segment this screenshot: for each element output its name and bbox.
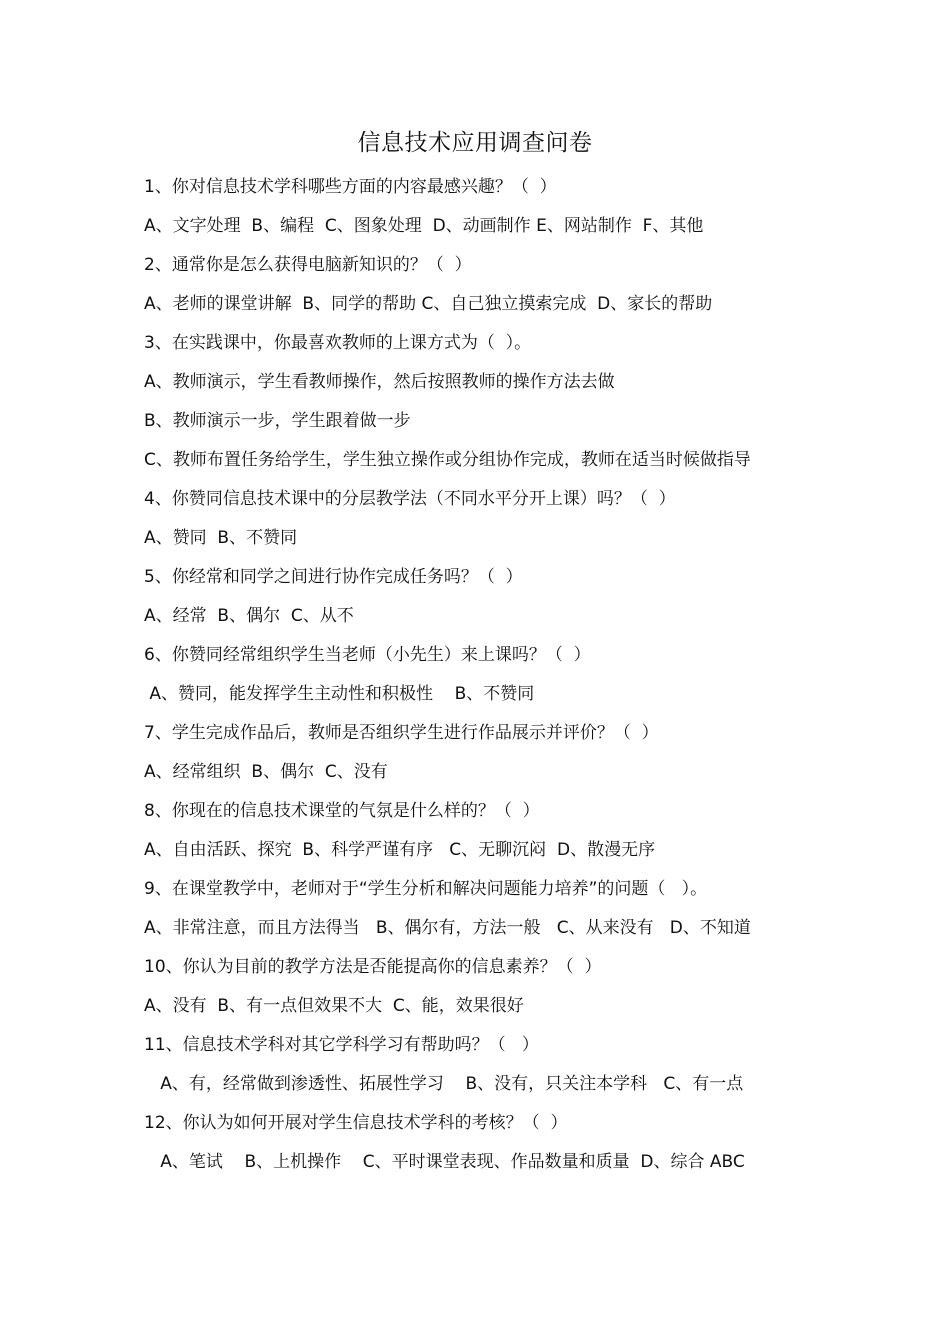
- question-6: 6、你赞同经常组织学生当老师（小先生）来上课吗？（ ）: [144, 645, 591, 665]
- question-5: 5、你经常和同学之间进行协作完成任务吗？（ ）: [144, 567, 523, 587]
- question-4-options: A、赞同 B、不赞同: [144, 528, 298, 548]
- question-11-options: A、有，经常做到渗透性、拓展性学习 B、没有，只关注本学科 C、有一点: [144, 1074, 744, 1094]
- question-3-option-a: A、教师演示，学生看教师操作，然后按照教师的操作方法去做: [144, 372, 615, 392]
- question-10: 10、你认为目前的教学方法是否能提高你的信息素养？（ ）: [144, 957, 602, 977]
- question-3: 3、在实践课中，你最喜欢教师的上课方式为（ ）。: [144, 333, 532, 353]
- question-2: 2、通常你是怎么获得电脑新知识的？（ ）: [144, 255, 472, 275]
- question-7-options: A、经常组织 B、偶尔 C、没有: [144, 762, 388, 782]
- question-3-option-c: C、教师布置任务给学生，学生独立操作或分组协作完成，教师在适当时候做指导: [144, 450, 751, 470]
- question-4: 4、你赞同信息技术课中的分层教学法（不同水平分开上课）吗？（ ）: [144, 489, 676, 509]
- question-8-options: A、自由活跃、探究 B、科学严谨有序 C、无聊沉闷 D、散漫无序: [144, 840, 656, 860]
- question-8: 8、你现在的信息技术课堂的气氛是什么样的？（ ）: [144, 801, 540, 821]
- question-6-options: A、赞同，能发挥学生主动性和积极性 B、不赞同: [144, 684, 535, 704]
- question-5-options: A、经常 B、偶尔 C、从不: [144, 606, 354, 626]
- document-title: 信息技术应用调查问卷: [357, 130, 593, 156]
- question-7: 7、学生完成作品后，教师是否组织学生进行作品展示并评价？（ ）: [144, 723, 659, 743]
- question-12: 12、你认为如何开展对学生信息技术学科的考核？（ ）: [144, 1113, 568, 1133]
- question-9-options: A、非常注意，而且方法得当 B、偶尔有，方法一般 C、从来没有 D、不知道: [144, 918, 751, 938]
- question-9: 9、在课堂教学中，老师对于“学生分析和解决问题能力培养”的问题（ ）。: [144, 879, 708, 899]
- question-12-options: A、笔试 B、上机操作 C、平时课堂表现、作品数量和质量 D、综合 ABC: [144, 1152, 745, 1172]
- question-11: 11、信息技术学科对其它学科学习有帮助吗？（ ）: [144, 1035, 539, 1055]
- question-3-option-b: B、教师演示一步，学生跟着做一步: [144, 411, 411, 431]
- question-1: 1、你对信息技术学科哪些方面的内容最感兴趣？（ ）: [144, 177, 557, 197]
- question-2-options: A、老师的课堂讲解 B、同学的帮助 C、自己独立摸索完成 D、家长的帮助: [144, 294, 713, 314]
- question-10-options: A、没有 B、有一点但效果不大 C、能，效果很好: [144, 996, 524, 1016]
- question-1-options: A、文字处理 B、编程 C、图象处理 D、动画制作 E、网站制作 F、其他: [144, 216, 704, 236]
